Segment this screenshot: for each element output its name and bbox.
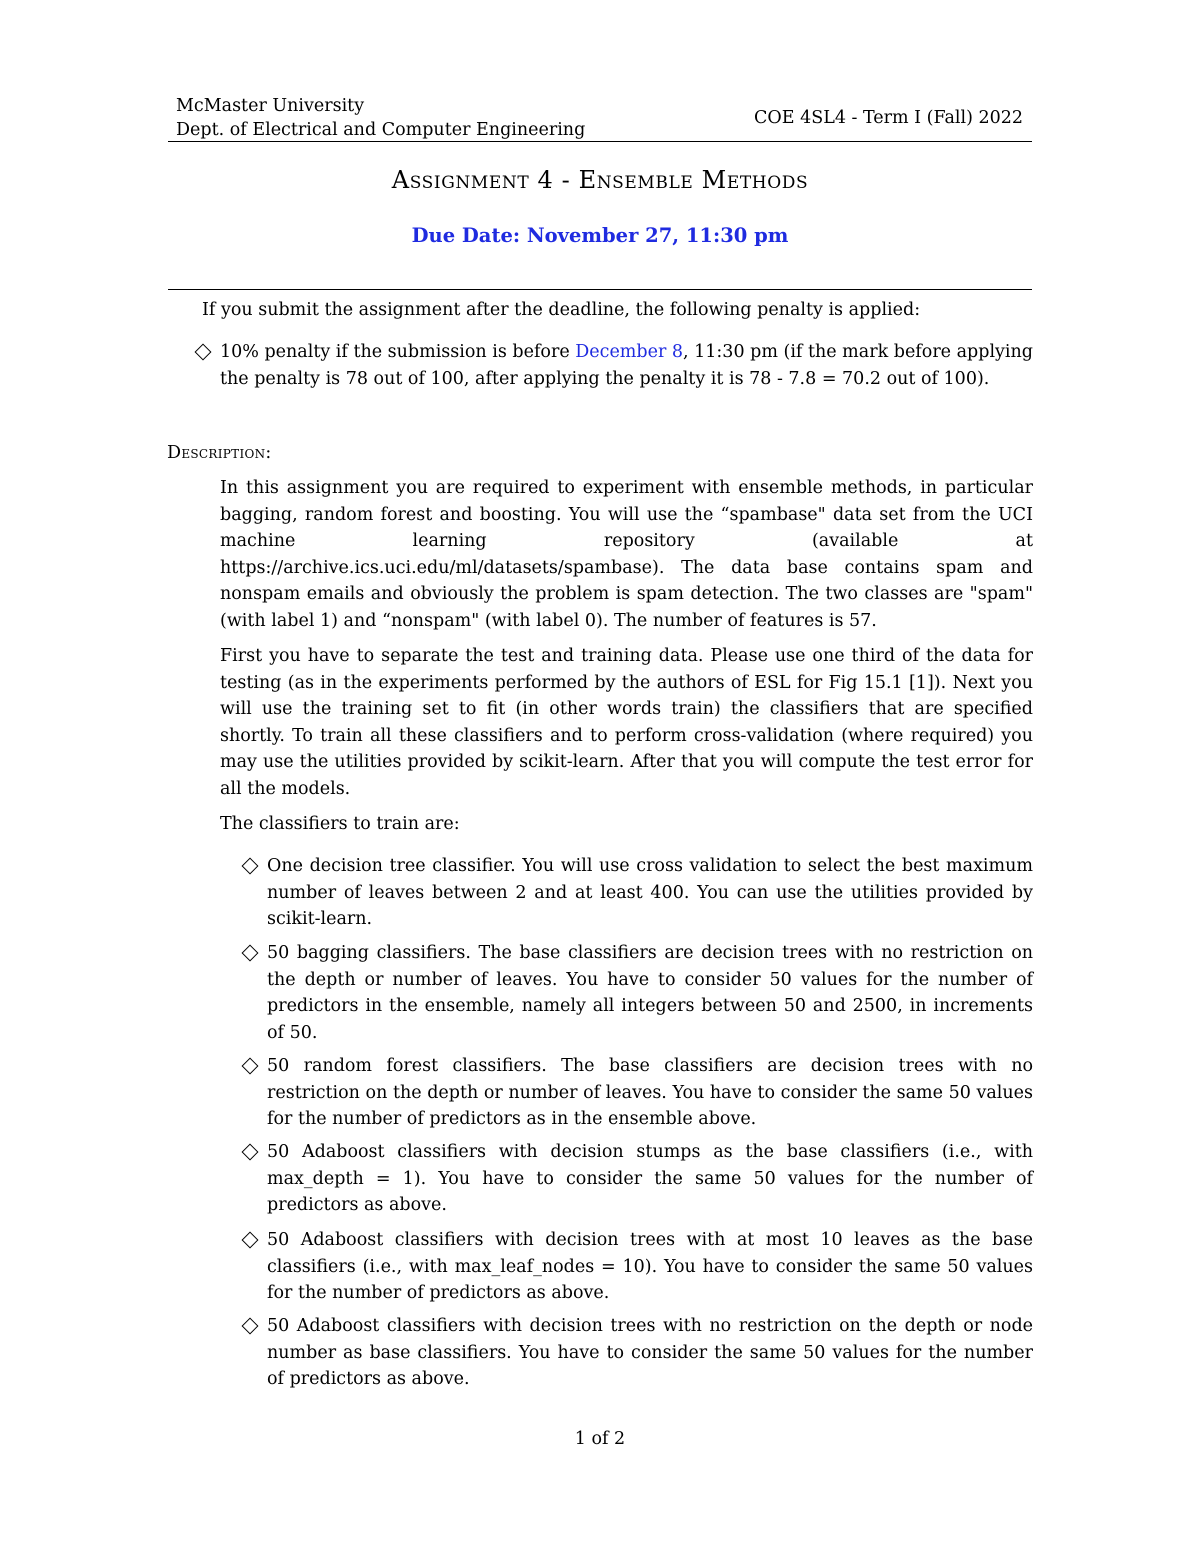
list-item	[267, 1053, 1033, 1133]
list-item	[267, 1313, 1033, 1393]
title-divider	[168, 289, 1032, 290]
section-heading-description: Description:	[167, 443, 272, 463]
diamond-bullet-icon	[240, 1053, 260, 1081]
classifier-decision-tree: One decision tree classifier. You will use cross validation to select the best maximum number of leaves between 2 and at least 400. You can use the utilities provided by scikit-learn.	[267, 856, 1033, 929]
diamond-bullet-icon	[240, 1139, 260, 1167]
header-affiliation	[176, 94, 585, 142]
diamond-bullet-icon	[240, 853, 260, 881]
deadline-link[interactable]: December 8	[575, 342, 684, 362]
paragraph-overview: In this assignment you are required to experiment with ensemble methods, in particular bagging, random forest and boosting. You will use the “spambase" data set from the UCI machine learning repository (available at https://archive.ics.uci.edu/ml/datasets/spambase). The data base contains spam and nonspam emails and obviously the problem is spam detection. The two classes are "spam" (with label 1) and “nonspam" (with label 0). The number of features is 57.	[220, 478, 1033, 631]
course-term: COE 4SL4 - Term I (Fall) 2022	[754, 108, 1023, 128]
paragraph-classifiers-intro: The classifiers to train are:	[220, 814, 460, 834]
due-date: Due Date: November 27, 11:30 pm	[411, 224, 789, 247]
classifier-adaboost-stumps: 50 Adaboost classifiers with decision stumps as the base classifiers (i.e., with max_depth = 1). You have to consider the same 50 values for the number of predictors as above.	[267, 1142, 1033, 1215]
page-title: Assignment 4 - Ensemble Methods	[391, 166, 809, 194]
paragraph-procedure: First you have to separate the test and training data. Please use one third of the data for testing (as in the experiments performed by the authors of ESL for Fig 15.1 [1]). Next you will use the training set to fit (in other words train) the classifiers that are specified shortly. To train all these classifiers and to perform cross-validation (where required) you may use the utilities provided by scikit-learn. After that you will compute the test error for all the models.	[220, 646, 1033, 799]
classifier-adaboost-unrestricted: 50 Adaboost classifiers with decision trees with no restriction on the depth or node number as base classifiers. You have to consider the same 50 values for the number of predictors as above.	[267, 1316, 1033, 1389]
diamond-bullet-icon	[240, 1313, 260, 1341]
list-item	[267, 940, 1033, 1046]
list-item	[267, 1227, 1033, 1307]
list-item	[267, 853, 1033, 933]
diamond-bullet-icon	[240, 940, 260, 968]
list-item	[267, 1139, 1033, 1219]
classifier-bagging: 50 bagging classifiers. The base classifiers are decision trees with no restriction on the depth or number of leaves. You have to consider 50 values for the number of predictors in the ensemble, namely all integers between 50 and 2500, in increments of 50.	[267, 943, 1033, 1043]
header-divider	[168, 141, 1032, 142]
diamond-bullet-icon	[193, 339, 213, 367]
classifier-adaboost-10-leaves: 50 Adaboost classifiers with decision trees with at most 10 leaves as the base classifiers (i.e., with max_leaf_nodes = 10). You have to consider the same 50 values for the number of predictors as above.	[267, 1230, 1033, 1303]
classifier-random-forest: 50 random forest classifiers. The base classifiers are decision trees with no restriction on the depth or number of leaves. You have to consider the same 50 values for the number of predictors as in the ensemble above.	[267, 1056, 1033, 1129]
penalty-text-pre: 10% penalty if the submission is before	[220, 342, 576, 362]
diamond-bullet-icon	[240, 1227, 260, 1255]
page-number: 1 of 2	[574, 1429, 626, 1449]
penalty-text-post: , 11:30 pm (if the mark before applying the penalty is 78 out of 100, after applying the penalty it is 78 - 7.8 = 70.2 out of 100).	[220, 342, 1033, 389]
penalty-list-item	[220, 339, 1033, 392]
penalty-intro: If you submit the assignment after the deadline, the following penalty is applied:	[202, 300, 921, 320]
university-name: McMaster University	[176, 96, 365, 116]
department-name: Dept. of Electrical and Computer Engineering	[176, 120, 586, 140]
